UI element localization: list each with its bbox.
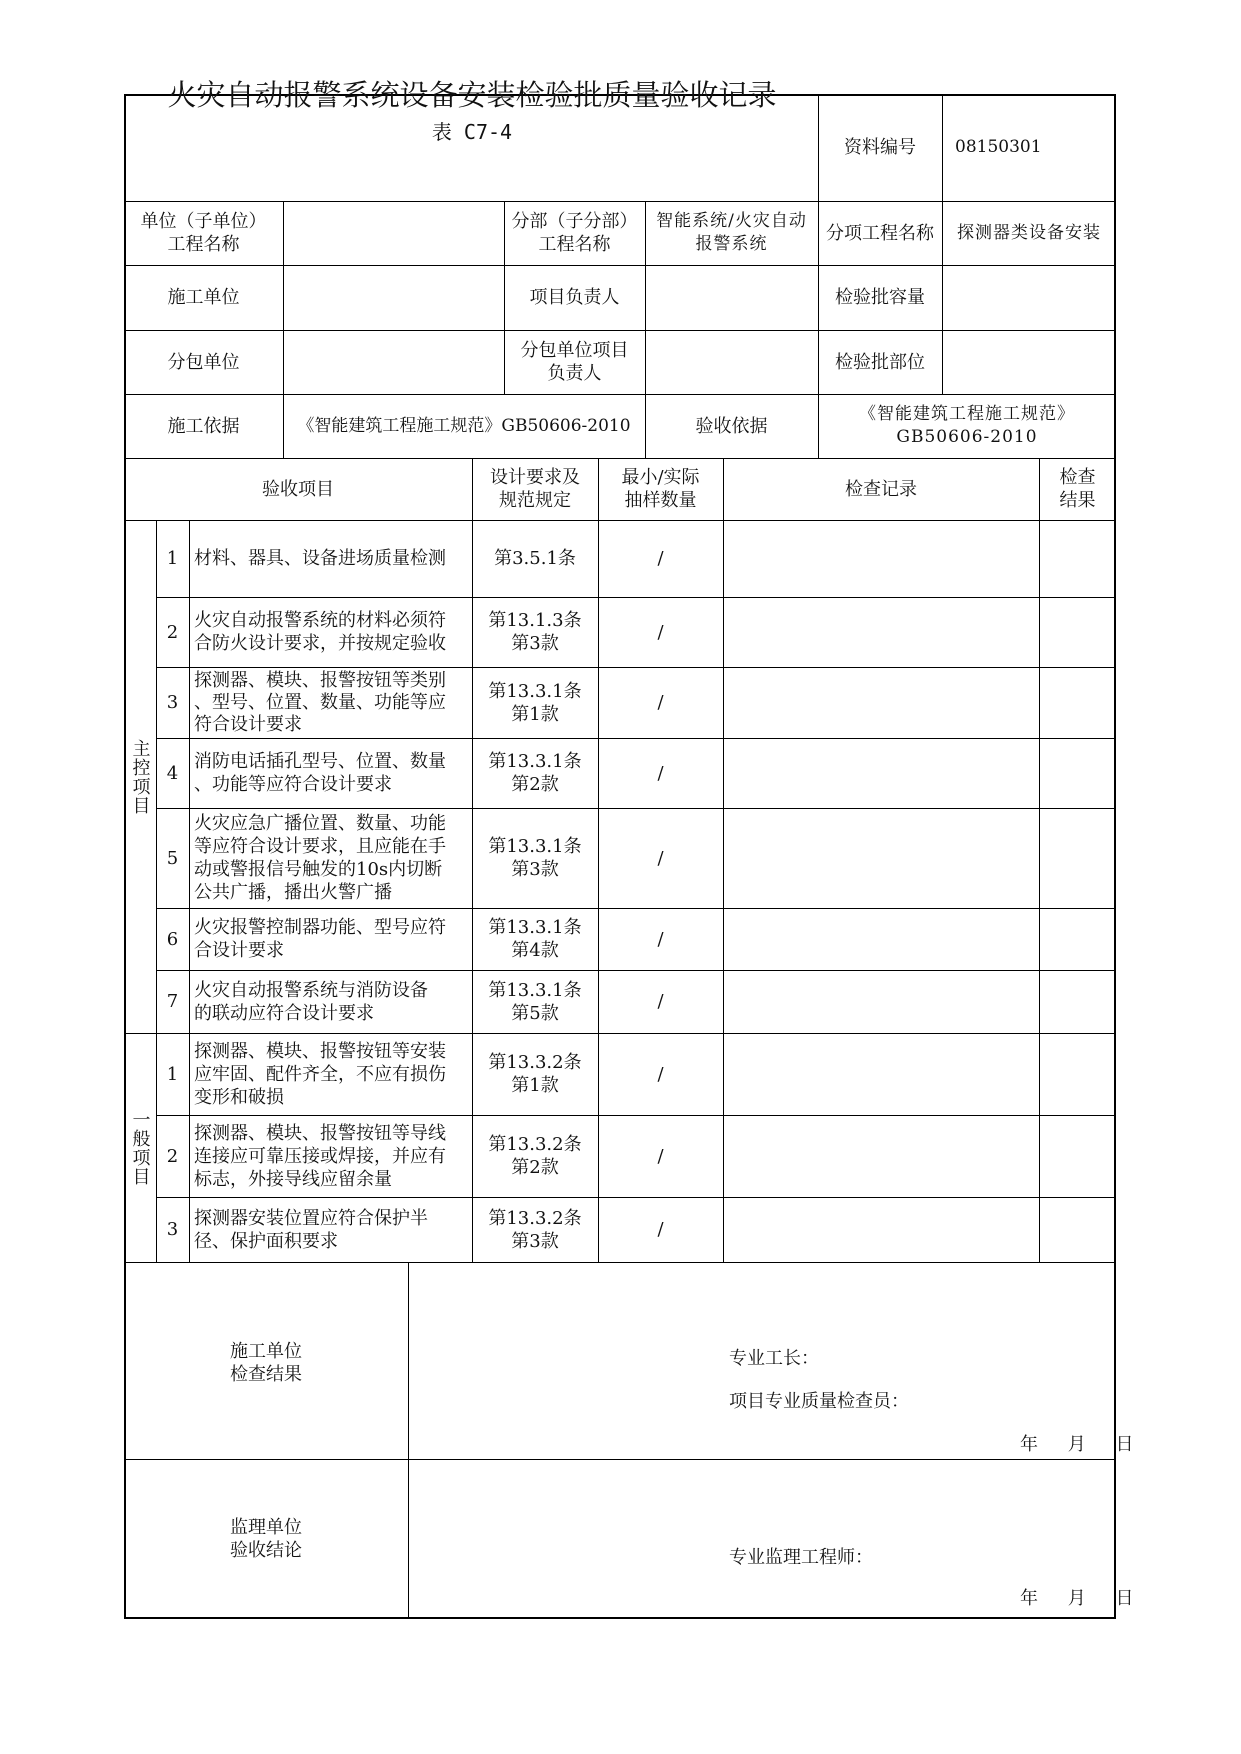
division-label: 分部（子分部） 工程名称 [511, 211, 638, 255]
main-control-group-label: 主控项目 [129, 738, 151, 815]
row-number: 4 [166, 762, 179, 784]
row-sample[interactable]: / [657, 1063, 664, 1085]
form-title: 火灾自动报警系统设备安装检验批质量验收记录 [167, 78, 777, 112]
row-result[interactable] [1039, 908, 1116, 970]
rule [408, 1262, 409, 1619]
date-year: 年 [1020, 1588, 1038, 1609]
row-sample[interactable]: / [657, 762, 664, 784]
subitem-label: 分项工程名称 [826, 222, 934, 244]
row-number: 3 [166, 692, 179, 713]
row-result[interactable] [1039, 597, 1116, 667]
row-result[interactable] [1039, 1197, 1116, 1262]
subcontractor-label: 分包单位 [167, 351, 240, 373]
date-day: 日 [1115, 1434, 1134, 1455]
row-number: 2 [166, 621, 179, 643]
row-record[interactable] [723, 1115, 1039, 1197]
row-clause: 第13.3.1条 第3款 [488, 836, 582, 880]
row-item-text: 消防电话插孔型号、位置、数量 、功能等应符合设计要求 [194, 751, 446, 795]
general-group-label: 一般项目 [129, 1109, 151, 1186]
construction-basis-value[interactable]: 《智能建筑工程施工规范》GB50606-2010 [297, 415, 631, 436]
supervisor-conclusion-label: 监理单位 验收结论 [230, 1517, 302, 1561]
contractor-date[interactable] [1020, 1430, 1133, 1456]
row-sample[interactable]: / [657, 1145, 664, 1167]
rule [124, 1459, 1116, 1460]
row-number: 3 [166, 1219, 179, 1240]
row-clause: 第13.3.2条 第1款 [488, 1052, 582, 1096]
subcontractor-value[interactable] [283, 330, 504, 394]
row-record[interactable] [723, 597, 1039, 667]
row-clause: 第13.1.3条 第3款 [488, 610, 582, 654]
row-item-text: 火灾应急广播位置、数量、功能 等应符合设计要求，且应能在手 动或警报信号触发的10s内切断 公共广播，播出火警广播 [194, 813, 446, 903]
row-item-text: 探测器、模块、报警按钮等类别 、型号、位置、数量、功能等应 符合设计要求 [194, 669, 446, 735]
col-header-design: 设计要求及 规范规定 [490, 467, 580, 511]
row-clause: 第13.3.1条 第2款 [488, 751, 582, 795]
batch-location-value[interactable] [942, 330, 1116, 394]
row-record[interactable] [723, 667, 1039, 738]
row-item-text: 探测器、模块、报警按钮等导线 连接应可靠压接或焊接，并应有 标志，外接导线应留余量 [194, 1122, 446, 1190]
contractor-value[interactable] [283, 265, 504, 330]
row-item-text: 探测器、模块、报警按钮等安装 应牢固、配件齐全，不应有损伤 变形和破损 [194, 1040, 446, 1108]
row-result[interactable] [1039, 738, 1116, 808]
row-clause: 第3.5.1条 [494, 548, 576, 569]
row-sample[interactable]: / [657, 621, 664, 643]
form-title-block [126, 78, 818, 201]
subitem-value[interactable]: 探测器类设备安装 [957, 222, 1101, 243]
row-sample[interactable]: / [657, 991, 664, 1012]
project-manager-label: 项目负责人 [529, 287, 620, 308]
batch-location-label: 检验批部位 [835, 351, 925, 373]
contractor-label: 施工单位 [167, 287, 240, 308]
division-value[interactable]: 智能系统/火灾自动 报警系统 [656, 211, 807, 254]
row-item-text: 探测器安装位置应符合保护半 径、保护面积要求 [194, 1207, 428, 1252]
date-day: 日 [1115, 1588, 1134, 1609]
row-sample[interactable]: / [657, 548, 664, 569]
acceptance-basis-value[interactable]: 《智能建筑工程施工规范》 GB50606-2010 [859, 404, 1075, 447]
acceptance-basis-label: 验收依据 [695, 415, 768, 437]
row-item-text: 火灾自动报警系统与消防设备 的联动应符合设计要求 [194, 979, 428, 1024]
row-result[interactable] [1039, 808, 1116, 908]
row-result[interactable] [1039, 970, 1116, 1033]
row-result[interactable] [1039, 520, 1116, 597]
row-item-text: 火灾报警控制器功能、型号应符 合设计要求 [194, 917, 446, 961]
quality-inspector-label: 项目专业质量检查员： [729, 1391, 909, 1412]
date-month: 月 [1067, 1434, 1086, 1455]
unit-project-label: 单位（子单位） 工程名称 [140, 211, 267, 255]
row-result[interactable] [1039, 1115, 1116, 1197]
row-record[interactable] [723, 908, 1039, 970]
row-number: 1 [166, 548, 179, 569]
doc-number-value[interactable]: 08150301 [955, 137, 1042, 157]
row-record[interactable] [723, 738, 1039, 808]
col-header-sample: 最小/实际 抽样数量 [621, 467, 700, 511]
row-sample[interactable]: / [657, 928, 664, 950]
foreman-label: 专业工长： [729, 1348, 819, 1369]
row-sample[interactable]: / [657, 692, 664, 713]
row-number: 2 [166, 1145, 179, 1167]
batch-capacity-value[interactable] [942, 265, 1116, 330]
row-sample[interactable]: / [657, 1219, 664, 1240]
row-record[interactable] [723, 1033, 1039, 1115]
row-number: 1 [166, 1063, 179, 1085]
date-month: 月 [1067, 1588, 1086, 1609]
sub-pm-value[interactable] [645, 330, 818, 394]
row-record[interactable] [723, 970, 1039, 1033]
row-number: 7 [166, 991, 179, 1012]
row-item-text: 材料、器具、设备进场质量检测 [194, 548, 446, 569]
batch-capacity-label: 检验批容量 [835, 287, 925, 308]
unit-project-value[interactable] [283, 201, 504, 265]
row-record[interactable] [723, 808, 1039, 908]
doc-number-label: 资料编号 [844, 137, 916, 158]
row-result[interactable] [1039, 667, 1116, 738]
col-header-record: 检查记录 [845, 478, 917, 500]
row-clause: 第13.3.1条 第4款 [488, 917, 582, 961]
table-number: 表 C7-4 [431, 120, 513, 144]
rule [124, 1262, 1116, 1263]
row-clause: 第13.3.2条 第2款 [488, 1134, 582, 1178]
row-record[interactable] [723, 1197, 1039, 1262]
col-header-result: 检查 结果 [1059, 467, 1096, 511]
supervising-engineer-label: 专业监理工程师： [729, 1547, 873, 1568]
sub-pm-label: 分包单位项目 负责人 [520, 340, 629, 384]
row-result[interactable] [1039, 1033, 1116, 1115]
row-clause: 第13.3.2条 第3款 [488, 1207, 582, 1252]
date-year: 年 [1020, 1434, 1038, 1455]
row-sample[interactable]: / [657, 847, 664, 869]
row-clause: 第13.3.1条 第5款 [488, 979, 582, 1024]
project-manager-value[interactable] [645, 265, 818, 330]
col-header-item: 验收项目 [262, 478, 334, 500]
row-clause: 第13.3.1条 第1款 [488, 680, 582, 725]
contractor-check-label: 施工单位 检查结果 [230, 1341, 302, 1385]
row-item-text: 火灾自动报警系统的材料必须符 合防火设计要求，并按规定验收 [194, 610, 446, 654]
row-number: 5 [166, 847, 179, 869]
supervisor-date[interactable] [1020, 1584, 1133, 1610]
row-number: 6 [166, 928, 179, 950]
row-record[interactable] [723, 520, 1039, 597]
construction-basis-label: 施工依据 [167, 415, 240, 437]
